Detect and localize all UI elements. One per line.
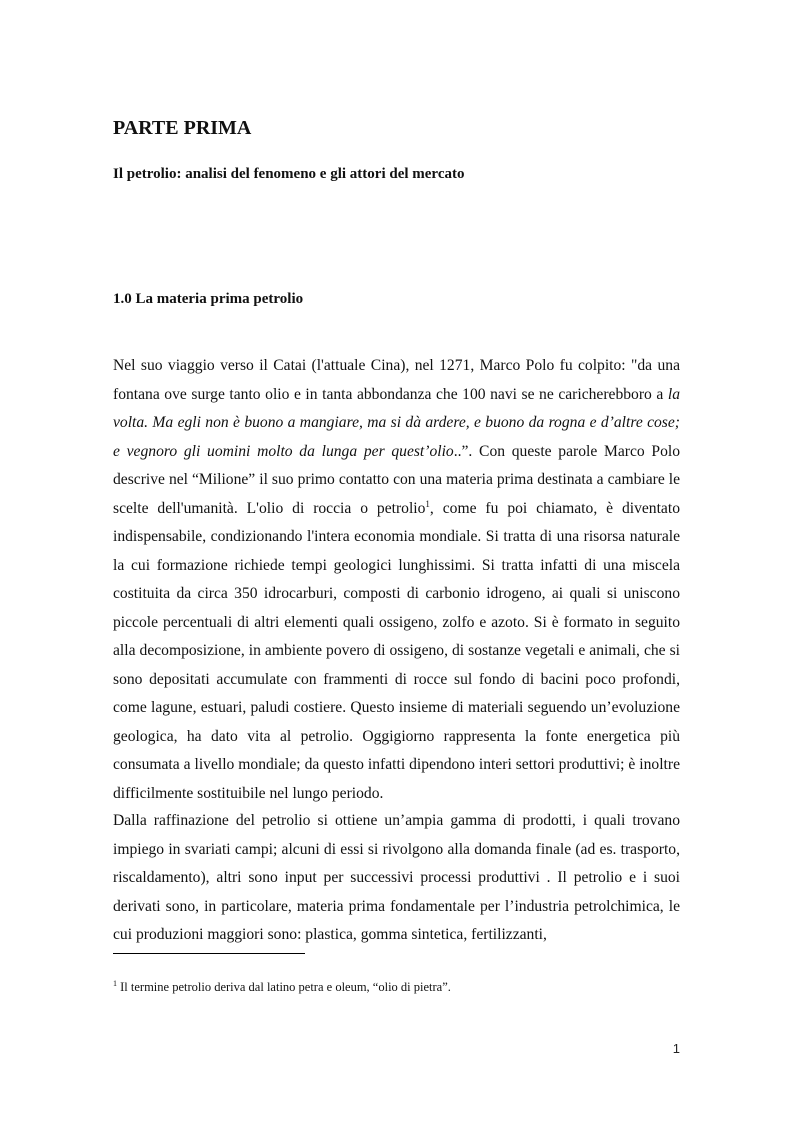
footnote [113, 979, 680, 995]
footnote-reference[interactable]: 1 [425, 498, 430, 509]
section-heading: 1.0 La materia prima petrolio [113, 291, 304, 307]
body-paragraph-2: Dalla raffinazione del petrolio si ottiene un’ampia gamma di prodotti, i quali trovano impiego in svariati campi; alcuni di essi si rivolgono alla domanda finale (ad es. trasporto, riscaldamento), altri sono input per successivi processi produttivi . Il petrolio e i suoi derivati sono, in particolare, materia prima fondamentale per l’industria petrolchimica, le cui produzioni maggiori sono: plastica, gomma sintetica, fertilizzanti, [113, 812, 680, 943]
marco-polo-quote: la volta. Ma egli non è buono a mangiare, ma si dà ardere, e buono da rogna e d’altre cose; e vegnoro gli uomini molto da lunga per quest’olio [113, 385, 680, 460]
page-number: 1 [672, 1041, 680, 1056]
paragraph-intro: Nel suo viaggio verso il Catai (l'attuale Cina), nel 1271, Marco Polo fu colpito: "da una fontana ove surge tanto olio e in tanta abbondanza che 100 navi se ne caricherebboro a [113, 357, 680, 403]
paragraph-rest: , come fu poi chiamato, è diventato indispensabile, condizionando l'intera economia mondiale. Si tratta di una risorsa naturale la cui formazione richiede tempi geologici lunghissimi. Si tratta infatti di una miscela costituita da circa 350 idrocarburi, composti di carbonio idrogeno, ai quali si uniscono piccole percentuali di altri elementi quali ossigeno, zolfo e azoto. Si è formato in seguito alla decomposizione, in ambiente povero di ossigeno, di sostanze vegetali e animali, che si sono depositati accumulate con frammenti di rocce sul fondo di bacini poco profondi, come lagune, estuari, paludi costiere. Questo insieme di materiali seguendo un’evoluzione geologica, ha dato vita al petrolio. Oggigiorno rappresenta la fonte energetica più consumata a livello mondiale; da questo infatti dipendono interi settori produttivi; è inoltre difficilmente sostituibile nel lungo periodo. [113, 499, 680, 802]
footnote-separator [113, 953, 305, 954]
footnote-number: 1 [113, 978, 117, 988]
body-paragraph-1 [113, 352, 680, 808]
footnote-text: Il termine petrolio deriva dal latino petra e oleum, “olio di pietra”. [117, 980, 451, 994]
chapter-subtitle: Il petrolio: analisi del fenomeno e gli attori del mercato [113, 166, 465, 182]
paragraph-after-quote: ..”. Con queste parole Marco Polo descrive nel “Milione” il suo primo contatto con una materia prima destinata a cambiare le scelte dell'umanità. L'olio di roccia o petrolio [113, 442, 680, 517]
part-title: PARTE PRIMA [113, 117, 252, 139]
